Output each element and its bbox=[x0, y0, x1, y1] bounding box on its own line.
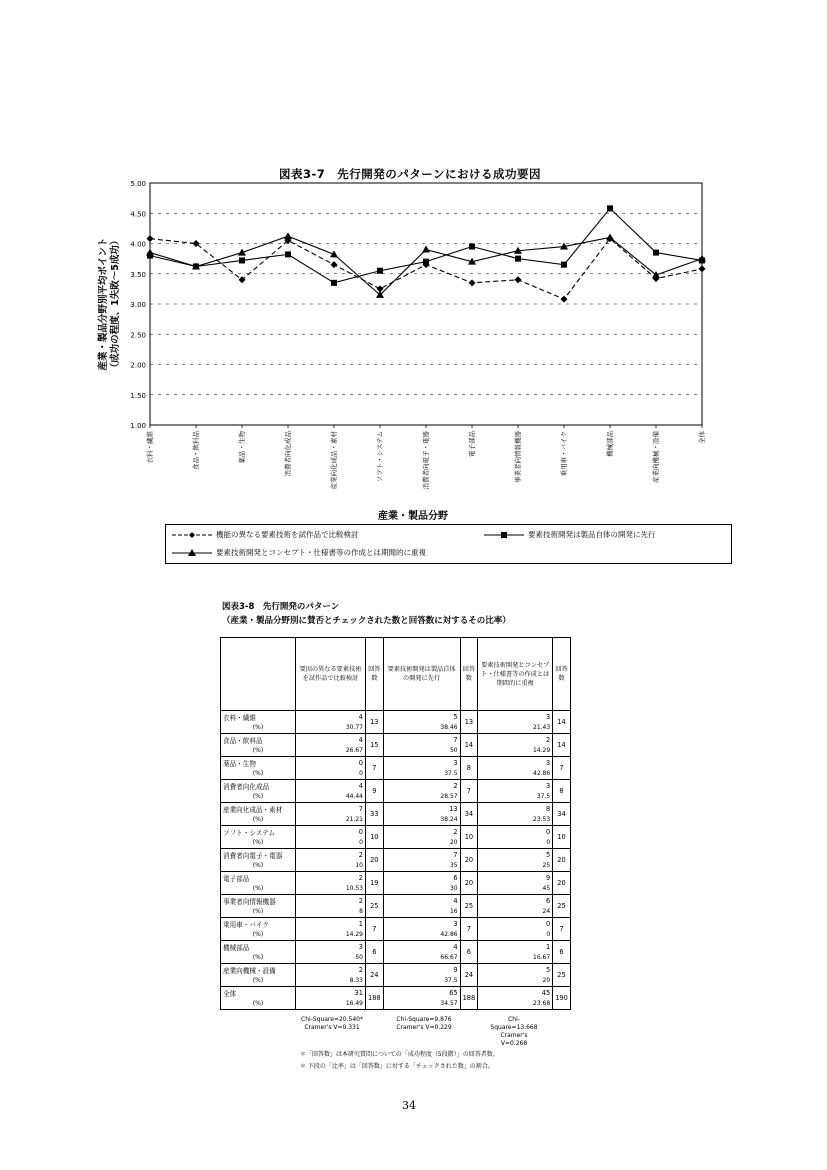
series-2-point bbox=[377, 268, 383, 274]
percent-col-3: 21.43 bbox=[478, 722, 553, 734]
responses-col-1: 6 bbox=[366, 941, 384, 964]
percent-col-2: 37.5 bbox=[383, 975, 460, 987]
responses-col-2: 25 bbox=[460, 895, 478, 918]
table-row-percent bbox=[221, 791, 571, 803]
responses-col-3: 14 bbox=[553, 734, 571, 757]
figure-3-7-title: 図表3-7 先行開発のパターンにおける成功要因 bbox=[278, 167, 542, 181]
percent-col-2: 30 bbox=[383, 883, 460, 895]
table-row bbox=[221, 711, 571, 723]
count-col-2: 65 bbox=[383, 987, 460, 999]
row-label: 機械部品 bbox=[221, 941, 296, 953]
percent-label: (%) bbox=[221, 929, 296, 941]
legend-label-series-1: 機能の異なる要素技術を試作品で比較検討 bbox=[216, 530, 359, 539]
x-tick-label: 消費者向電子・電器 bbox=[422, 431, 430, 490]
row-label: 乗用車・バイク bbox=[221, 918, 296, 930]
percent-col-3: 25 bbox=[478, 860, 553, 872]
percent-label: (%) bbox=[221, 791, 296, 803]
responses-col-3: 190 bbox=[553, 987, 571, 1010]
count-col-1: 31 bbox=[296, 987, 366, 999]
table-row bbox=[221, 895, 571, 907]
series-3-point bbox=[606, 233, 614, 240]
count-col-1: 2 bbox=[296, 895, 366, 907]
series-2-point bbox=[239, 257, 245, 263]
series-2-point bbox=[561, 262, 567, 268]
row-label: 産業向化成品・素材 bbox=[221, 803, 296, 815]
series-2-point bbox=[515, 256, 521, 262]
percent-col-1: 50 bbox=[296, 952, 366, 964]
table-row-percent bbox=[221, 952, 571, 964]
y-tick-label: 1.00 bbox=[130, 422, 146, 430]
responses-col-3: 20 bbox=[553, 849, 571, 872]
series-1-point bbox=[561, 296, 568, 303]
y-tick-label: 2.50 bbox=[130, 331, 146, 340]
table-row-percent bbox=[221, 929, 571, 941]
count-col-1: 2 bbox=[296, 849, 366, 861]
table-row-percent bbox=[221, 837, 571, 849]
percent-col-3: 0 bbox=[478, 929, 553, 941]
table-header-row bbox=[221, 638, 571, 711]
responses-col-2: 10 bbox=[460, 826, 478, 849]
table-row-percent bbox=[221, 975, 571, 987]
x-tick-label: 乗用車・バイク bbox=[560, 431, 568, 477]
percent-col-1: 8 bbox=[296, 906, 366, 918]
percent-col-3: 24 bbox=[478, 906, 553, 918]
x-tick-label: 衣料・繊維 bbox=[146, 431, 154, 464]
x-axis-title: 産業・製品分野 bbox=[378, 511, 448, 522]
header-col-5: 要素技術開発とコンセプト・仕様書等の作成とは期間的に重複 bbox=[478, 638, 553, 711]
responses-col-2: 13 bbox=[460, 711, 478, 734]
x-tick-label: 産業向化成品・素材 bbox=[330, 431, 338, 490]
percent-col-3: 23.53 bbox=[478, 814, 553, 826]
x-tick-label: 事業者向情報機器 bbox=[514, 431, 522, 483]
count-col-1: 4 bbox=[296, 711, 366, 723]
table-row bbox=[221, 803, 571, 815]
count-col-3: 3 bbox=[478, 757, 553, 769]
legend-triangle-icon bbox=[172, 549, 212, 557]
percent-col-1: 8.33 bbox=[296, 975, 366, 987]
table-row bbox=[221, 918, 571, 930]
x-tick-label: ソフト・システム bbox=[376, 431, 384, 483]
row-label: 事業者向情報機器 bbox=[221, 895, 296, 907]
row-label: 衣料・繊維 bbox=[221, 711, 296, 723]
percent-label: (%) bbox=[221, 952, 296, 964]
percent-col-1: 26.67 bbox=[296, 745, 366, 757]
count-col-2: 13 bbox=[383, 803, 460, 815]
responses-col-2: 24 bbox=[460, 964, 478, 987]
table-row bbox=[221, 872, 571, 884]
percent-label: (%) bbox=[221, 768, 296, 780]
responses-col-2: 7 bbox=[460, 918, 478, 941]
y-tick-label: 3.00 bbox=[130, 301, 146, 309]
row-label: 薬品・生物 bbox=[221, 757, 296, 769]
percent-col-1: 0 bbox=[296, 768, 366, 780]
table-row bbox=[221, 734, 571, 746]
responses-col-2: 7 bbox=[460, 780, 478, 803]
responses-col-1: 24 bbox=[366, 964, 384, 987]
responses-col-3: 25 bbox=[553, 964, 571, 987]
stats-col-1 bbox=[292, 1016, 372, 1032]
percent-col-1: 0 bbox=[296, 837, 366, 849]
count-col-1: 2 bbox=[296, 872, 366, 884]
row-label: 消費者向化成品 bbox=[221, 780, 296, 792]
table-row-percent bbox=[221, 768, 571, 780]
percent-col-2: 37.5 bbox=[383, 768, 460, 780]
x-tick-label: 全体 bbox=[698, 431, 706, 444]
table-row-percent bbox=[221, 998, 571, 1010]
responses-col-1: 19 bbox=[366, 872, 384, 895]
y-tick-label: 4.50 bbox=[130, 210, 146, 219]
count-col-3: 1 bbox=[478, 941, 553, 953]
y-tick-label: 4.00 bbox=[130, 240, 146, 249]
y-axis-title-line-2: （成功の程度、1失敗～5成功） bbox=[110, 235, 121, 373]
line-chart-svg bbox=[98, 180, 722, 510]
count-col-3: 5 bbox=[478, 964, 553, 976]
table-row-percent bbox=[221, 906, 571, 918]
table-row bbox=[221, 964, 571, 976]
x-tick-label: 食品・飲料品 bbox=[192, 431, 200, 470]
series-1-point bbox=[699, 265, 706, 272]
count-col-3: 0 bbox=[478, 918, 553, 930]
stats-col-2 bbox=[384, 1016, 464, 1032]
percent-label: (%) bbox=[221, 837, 296, 849]
table-row-percent bbox=[221, 860, 571, 872]
count-col-2: 4 bbox=[383, 941, 460, 953]
count-col-2: 7 bbox=[383, 734, 460, 746]
y-tick-label: 2.00 bbox=[130, 361, 146, 370]
stat-cramer-3b: V=0.268 bbox=[500, 1040, 528, 1047]
percent-col-3: 14.29 bbox=[478, 745, 553, 757]
table-row bbox=[221, 826, 571, 838]
count-col-1: 0 bbox=[296, 757, 366, 769]
percent-label: (%) bbox=[221, 722, 296, 734]
stat-chi-3b: Square=13.668 bbox=[490, 1024, 538, 1031]
series-2-point bbox=[607, 205, 613, 211]
stat-cramer-2: Cramer's V=0.229 bbox=[396, 1024, 452, 1031]
header-blank bbox=[221, 638, 296, 711]
percent-col-2: 16 bbox=[383, 906, 460, 918]
responses-col-2: 20 bbox=[460, 872, 478, 895]
responses-col-1: 10 bbox=[366, 826, 384, 849]
x-tick-label: 消費者向化成品 bbox=[284, 431, 292, 477]
header-col-3: 要素技術開発は製品自体の開発に先行 bbox=[383, 638, 460, 711]
responses-col-3: 10 bbox=[553, 826, 571, 849]
header-col-4: 回答数 bbox=[460, 638, 478, 711]
count-col-3: 9 bbox=[478, 872, 553, 884]
percent-col-1: 30.77 bbox=[296, 722, 366, 734]
stat-chi-1: Chi-Square=20.540* bbox=[301, 1016, 363, 1023]
series-3-point bbox=[330, 250, 338, 257]
responses-col-2: 14 bbox=[460, 734, 478, 757]
percent-label: (%) bbox=[221, 814, 296, 826]
series-2-point bbox=[423, 259, 429, 265]
percent-col-2: 34.57 bbox=[383, 998, 460, 1010]
cross-table bbox=[220, 637, 571, 1010]
count-col-3: 3 bbox=[478, 780, 553, 792]
percent-col-1: 44.44 bbox=[296, 791, 366, 803]
line-chart bbox=[98, 180, 722, 510]
count-col-1: 0 bbox=[296, 826, 366, 838]
percent-col-2: 66.67 bbox=[383, 952, 460, 964]
header-col-6: 回答数 bbox=[553, 638, 571, 711]
header-col-2: 回答数 bbox=[366, 638, 384, 711]
x-tick-label: 機械部品 bbox=[606, 431, 614, 457]
count-col-3: 6 bbox=[478, 895, 553, 907]
percent-label: (%) bbox=[221, 860, 296, 872]
percent-label: (%) bbox=[221, 745, 296, 757]
series-3-point bbox=[422, 246, 430, 253]
responses-col-1: 9 bbox=[366, 780, 384, 803]
responses-col-3: 7 bbox=[553, 918, 571, 941]
series-1-point bbox=[515, 276, 522, 283]
responses-col-1: 15 bbox=[366, 734, 384, 757]
y-axis-title-line-1: 産業・製品分野別平均ポイント bbox=[98, 237, 109, 371]
figure-3-8-subtitle: （産業・製品分野別に賛否とチェックされた数と回答数に対するその比率） bbox=[222, 616, 511, 626]
series-2-point bbox=[653, 250, 659, 256]
legend-dashed-diamond-icon bbox=[172, 531, 212, 539]
series-1-point bbox=[147, 235, 154, 242]
table-row bbox=[221, 757, 571, 769]
count-col-3: 2 bbox=[478, 734, 553, 746]
count-col-1: 4 bbox=[296, 780, 366, 792]
table-row bbox=[221, 941, 571, 953]
count-col-3: 0 bbox=[478, 826, 553, 838]
percent-col-3: 20 bbox=[478, 975, 553, 987]
percent-col-1: 10 bbox=[296, 860, 366, 872]
legend-item-series-3 bbox=[172, 547, 426, 558]
stat-chi-2: Chi-Square=9.876 bbox=[396, 1016, 452, 1023]
table-row bbox=[221, 780, 571, 792]
note-2: ＊ 下段の「比率」は「回答数」に対する「チェックされた数」の割合。 bbox=[300, 1063, 494, 1070]
chart-legend bbox=[165, 524, 732, 564]
count-col-1: 3 bbox=[296, 941, 366, 953]
count-col-2: 6 bbox=[383, 872, 460, 884]
percent-col-2: 20 bbox=[383, 837, 460, 849]
count-col-1: 1 bbox=[296, 918, 366, 930]
responses-col-3: 34 bbox=[553, 803, 571, 826]
percent-label: (%) bbox=[221, 906, 296, 918]
stat-chi-3a: Chi- bbox=[508, 1016, 520, 1023]
count-col-2: 3 bbox=[383, 918, 460, 930]
percent-label: (%) bbox=[221, 975, 296, 987]
table-row-percent bbox=[221, 883, 571, 895]
y-tick-label: 5.00 bbox=[130, 180, 146, 188]
responses-col-1: 20 bbox=[366, 849, 384, 872]
x-tick-label: 産業向機械・設備 bbox=[652, 431, 660, 483]
percent-col-2: 38.24 bbox=[383, 814, 460, 826]
count-col-3: 45 bbox=[478, 987, 553, 999]
legend-item-series-1 bbox=[172, 529, 359, 540]
series-2-point bbox=[331, 280, 337, 286]
percent-col-1: 21.21 bbox=[296, 814, 366, 826]
percent-col-3: 42.86 bbox=[478, 768, 553, 780]
count-col-2: 5 bbox=[383, 711, 460, 723]
row-label: ソフト・システム bbox=[221, 826, 296, 838]
table-row-percent bbox=[221, 814, 571, 826]
percent-col-2: 38.46 bbox=[383, 722, 460, 734]
count-col-2: 9 bbox=[383, 964, 460, 976]
responses-col-1: 7 bbox=[366, 918, 384, 941]
x-tick-label: 電子部品 bbox=[468, 431, 476, 457]
responses-col-3: 14 bbox=[553, 711, 571, 734]
responses-col-3: 6 bbox=[553, 941, 571, 964]
percent-col-1: 16.49 bbox=[296, 998, 366, 1010]
figure-3-8-title: 図表3-8 先行開発のパターン bbox=[222, 602, 340, 612]
count-col-3: 8 bbox=[478, 803, 553, 815]
stat-cramer-1: Cramer's V=0.331 bbox=[304, 1024, 360, 1031]
series-3-point bbox=[146, 249, 154, 256]
percent-col-1: 14.29 bbox=[296, 929, 366, 941]
series-2-point bbox=[469, 244, 475, 250]
responses-col-2: 188 bbox=[460, 987, 478, 1010]
row-label: 全体 bbox=[221, 987, 296, 999]
row-label: 産業向機械・設備 bbox=[221, 964, 296, 976]
percent-label: (%) bbox=[221, 998, 296, 1010]
legend-item-series-2 bbox=[484, 529, 656, 540]
count-col-1: 2 bbox=[296, 964, 366, 976]
legend-label-series-3: 要素技術開発とコンセプト・仕様書等の作成とは期間的に重複 bbox=[216, 548, 426, 557]
responses-col-3: 20 bbox=[553, 872, 571, 895]
series-3-point bbox=[284, 232, 292, 239]
percent-col-3: 23.68 bbox=[478, 998, 553, 1010]
responses-col-3: 25 bbox=[553, 895, 571, 918]
responses-col-1: 25 bbox=[366, 895, 384, 918]
table-row bbox=[221, 849, 571, 861]
row-label: 消費者向電子・電器 bbox=[221, 849, 296, 861]
responses-col-1: 33 bbox=[366, 803, 384, 826]
series-2-point bbox=[285, 251, 291, 257]
table-body bbox=[221, 711, 571, 1010]
series-1-point bbox=[469, 279, 476, 286]
page-number: 34 bbox=[402, 1099, 416, 1112]
percent-col-2: 42.86 bbox=[383, 929, 460, 941]
responses-col-1: 7 bbox=[366, 757, 384, 780]
y-tick-label: 1.50 bbox=[130, 391, 146, 400]
legend-label-series-2: 要素技術開発は製品自体の開発に先行 bbox=[528, 530, 656, 539]
percent-col-3: 16.67 bbox=[478, 952, 553, 964]
percent-label: (%) bbox=[221, 883, 296, 895]
count-col-2: 2 bbox=[383, 826, 460, 838]
percent-col-1: 10.53 bbox=[296, 883, 366, 895]
responses-col-2: 8 bbox=[460, 757, 478, 780]
percent-col-2: 50 bbox=[383, 745, 460, 757]
header-col-1: 要因の異なる要素技術を試作品で比較検討 bbox=[296, 638, 366, 711]
stats-col-3 bbox=[476, 1016, 552, 1048]
count-col-2: 3 bbox=[383, 757, 460, 769]
percent-col-2: 35 bbox=[383, 860, 460, 872]
responses-col-2: 20 bbox=[460, 849, 478, 872]
stat-cramer-3a: Cramer's bbox=[500, 1032, 528, 1039]
percent-col-3: 45 bbox=[478, 883, 553, 895]
responses-col-3: 8 bbox=[553, 780, 571, 803]
table-row-percent bbox=[221, 745, 571, 757]
note-1: ＊「回答数」は本研究質問についての「成功程度（5段階）」の回答者数。 bbox=[300, 1051, 499, 1058]
count-col-2: 2 bbox=[383, 780, 460, 792]
series-1-point bbox=[331, 261, 338, 268]
count-col-3: 3 bbox=[478, 711, 553, 723]
responses-col-3: 7 bbox=[553, 757, 571, 780]
percent-col-3: 37.5 bbox=[478, 791, 553, 803]
count-col-3: 5 bbox=[478, 849, 553, 861]
count-col-2: 4 bbox=[383, 895, 460, 907]
responses-col-1: 188 bbox=[366, 987, 384, 1010]
table-row-percent bbox=[221, 722, 571, 734]
responses-col-1: 13 bbox=[366, 711, 384, 734]
y-tick-label: 3.50 bbox=[130, 270, 146, 279]
responses-col-2: 6 bbox=[460, 941, 478, 964]
responses-col-2: 34 bbox=[460, 803, 478, 826]
x-tick-label: 薬品・生物 bbox=[238, 431, 246, 464]
percent-col-3: 0 bbox=[478, 837, 553, 849]
table-row bbox=[221, 987, 571, 999]
count-col-2: 7 bbox=[383, 849, 460, 861]
row-label: 食品・飲料品 bbox=[221, 734, 296, 746]
legend-square-icon bbox=[484, 531, 524, 539]
percent-col-2: 28.57 bbox=[383, 791, 460, 803]
count-col-1: 7 bbox=[296, 803, 366, 815]
row-label: 電子部品 bbox=[221, 872, 296, 884]
count-col-1: 4 bbox=[296, 734, 366, 746]
